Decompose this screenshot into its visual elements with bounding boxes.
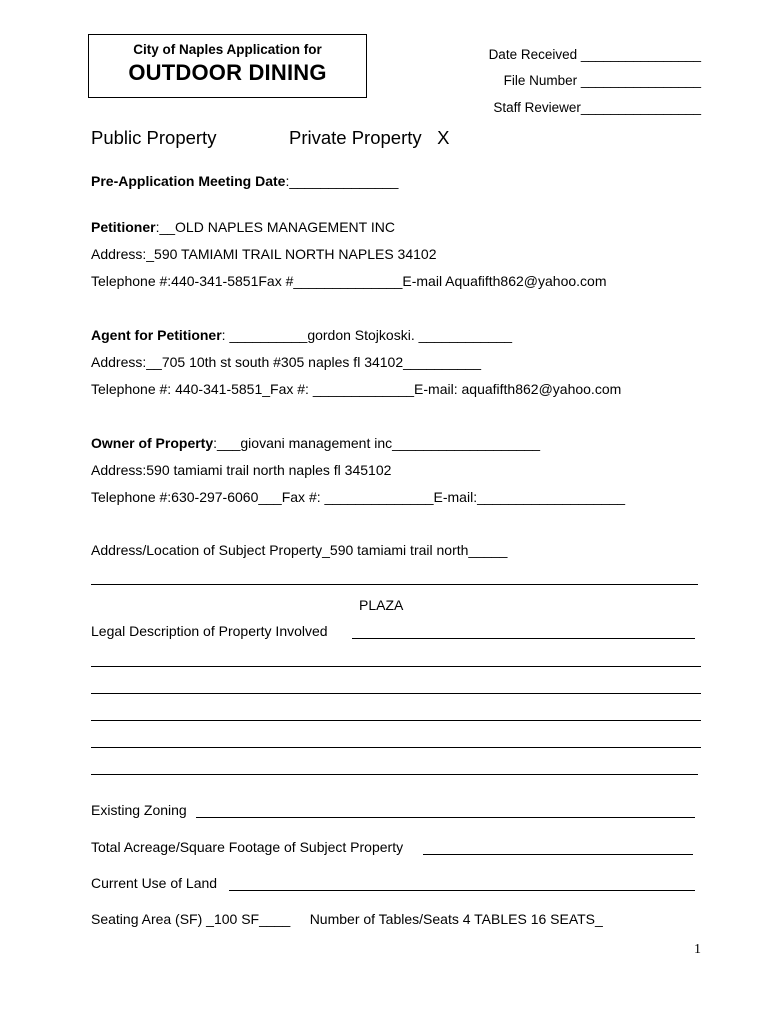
owner-phone: Telephone #:630-297-6060___Fax #: ______________E-mail:___________________ bbox=[91, 489, 626, 505]
plaza-text: PLAZA bbox=[359, 597, 404, 613]
pre-application-meeting-date bbox=[91, 173, 398, 189]
legal-description-rule-5 bbox=[91, 747, 701, 748]
pre-application-label: Pre-Application Meeting Date bbox=[91, 173, 286, 189]
legal-description-rule-6 bbox=[91, 774, 698, 775]
petitioner-address: Address:_590 TAMIAMI TRAIL NORTH NAPLES 34102 bbox=[91, 246, 437, 262]
legal-description-rule-2 bbox=[91, 666, 701, 667]
current-use-label: Current Use of Land bbox=[91, 875, 218, 891]
seating-area-field: Seating Area (SF) _100 SF____ bbox=[91, 911, 291, 927]
tables-seats-field: Number of Tables/Seats 4 TABLES 16 SEATS_ bbox=[309, 911, 603, 927]
acreage-label: Total Acreage/Square Footage of Subject Property bbox=[91, 839, 404, 855]
owner-line bbox=[91, 435, 540, 451]
legal-description-rule bbox=[352, 638, 695, 639]
legal-description-rule-3 bbox=[91, 693, 701, 694]
agent-label: Agent for Petitioner bbox=[91, 327, 222, 343]
petitioner-label: Petitioner bbox=[91, 219, 156, 235]
form-title-main: OUTDOOR DINING bbox=[128, 60, 327, 85]
owner-label: Owner of Property bbox=[91, 435, 214, 451]
petitioner-value: :__OLD NAPLES MANAGEMENT INC bbox=[155, 219, 395, 235]
current-use-rule bbox=[229, 890, 695, 891]
pre-application-value: :______________ bbox=[285, 173, 399, 189]
existing-zoning-rule bbox=[196, 817, 695, 818]
existing-zoning-label: Existing Zoning bbox=[91, 802, 187, 818]
petitioner-line bbox=[91, 219, 395, 235]
seating-area-line bbox=[91, 911, 603, 927]
owner-value: :___giovani management inc___________________ bbox=[213, 435, 541, 451]
agent-value: : __________gordon Stojkoski. ____________ bbox=[221, 327, 513, 343]
private-property-mark: X bbox=[437, 127, 450, 148]
agent-phone: Telephone #: 440-341-5851_Fax #: _____________E-mail: aquafifth862@yahoo.com bbox=[91, 381, 622, 397]
subject-property-location: Address/Location of Subject Property_590 tamiami trail north_____ bbox=[91, 542, 508, 558]
owner-address: Address:590 tamiami trail north naples fl 345102 bbox=[91, 462, 392, 478]
file-number-field: File Number ________________ bbox=[503, 73, 701, 88]
form-title-box bbox=[88, 34, 367, 98]
public-property-option: Public Property bbox=[91, 127, 217, 148]
form-title-city: City of Naples Application for bbox=[133, 42, 322, 57]
legal-description-label: Legal Description of Property Involved bbox=[91, 623, 328, 639]
private-property-label: Private Property bbox=[289, 127, 422, 148]
date-received-field: Date Received ________________ bbox=[488, 47, 701, 62]
staff-reviewer-field: Staff Reviewer________________ bbox=[493, 100, 701, 115]
acreage-rule bbox=[423, 854, 693, 855]
location-continuation-rule bbox=[91, 584, 698, 585]
private-property-option bbox=[289, 127, 449, 149]
legal-description-rule-4 bbox=[91, 720, 701, 721]
page-number: 1 bbox=[694, 942, 701, 957]
petitioner-phone: Telephone #:440-341-5851Fax #______________E-mail Aquafifth862@yahoo.com bbox=[91, 273, 607, 289]
agent-line bbox=[91, 327, 512, 343]
agent-address: Address:__705 10th st south #305 naples fl 34102__________ bbox=[91, 354, 481, 370]
